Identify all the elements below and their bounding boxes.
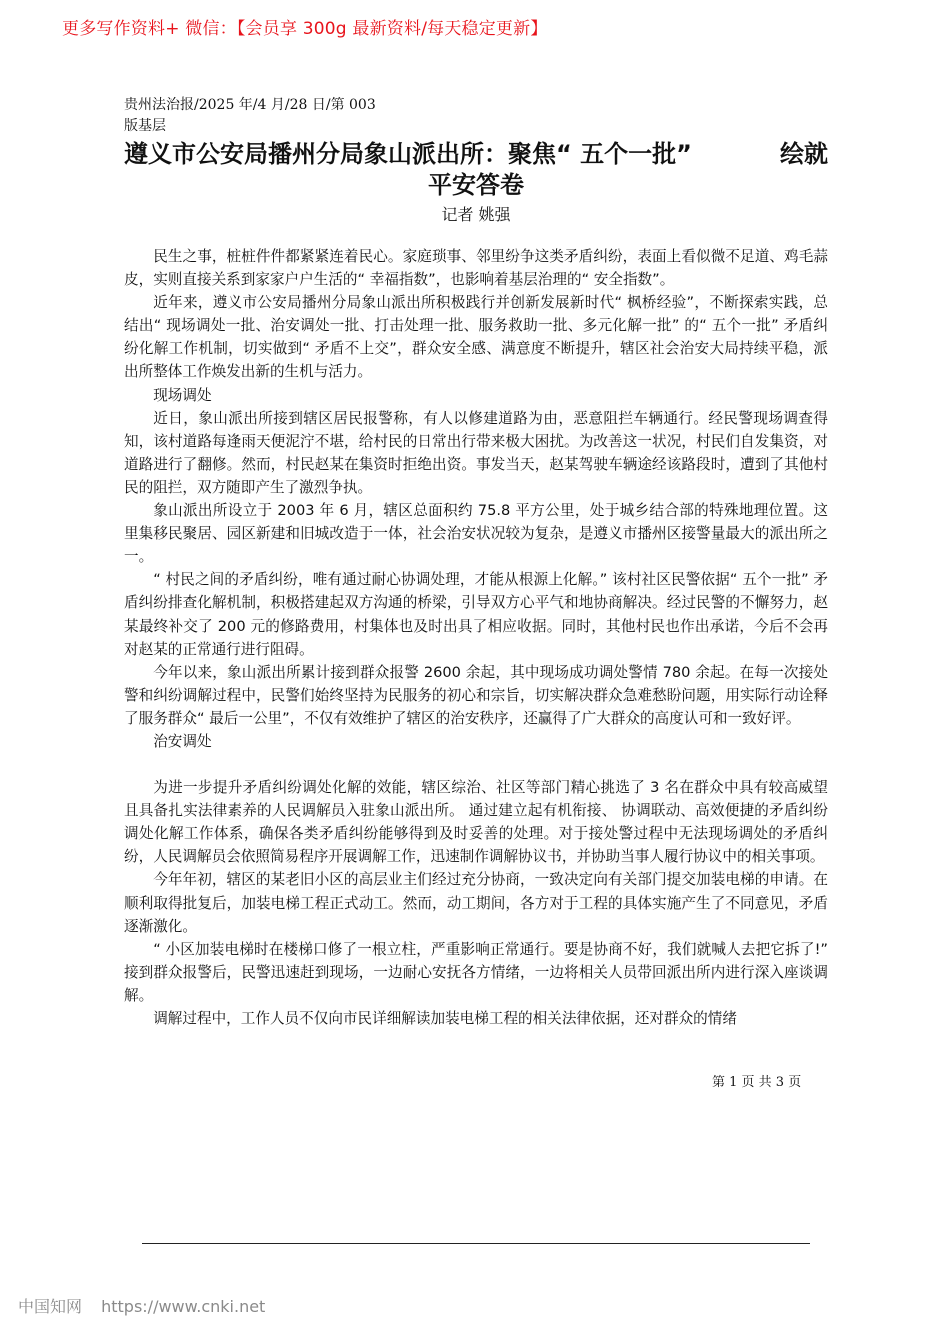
paragraph: 近日，象山派出所接到辖区居民报警称，有人以修建道路为由，恶意阻拦车辆通行。经民警现场调查得知，该村道路每逢雨天便泥泞不堪，给村民的日常出行带来极大困扰。为改善这一状况，村民们自发集资，对道路进行了翻修。然而，村民赵某在集资时拒绝出资。事发当天，赵某驾驶车辆途经该路段时，遭到了其他村民的阻拦，双方随即产生了激烈争执。	[124, 409, 828, 496]
paragraph: “ 村民之间的矛盾纠纷，唯有通过耐心协调处理，才能从根源上化解。” 该村社区民警依据“ 五个一批” 矛盾纠纷排查化解机制，积极搭建起双方沟通的桥梁，引导双方心平气和地协商解决。经过民警的不懈努力，赵某最终补交了 200 元的修路费用，村集体也及时出具了相应收据。同时，其他村民也作出承诺，今后不会再对赵某的正常通行进行阻碍。	[124, 571, 828, 658]
paragraph: 近年来，遵义市公安局播州分局象山派出所积极践行并创新发展新时代“ 枫桥经验”，不断探索实践，总结出“ 现场调处一批、治安调处一批、打击处理一批、服务救助一批、多元化解一批” 的“ 五个一批” 矛盾纠纷化解工作机制，切实做到“ 矛盾不上交”，群众安全感、满意度不断提升，辖区社会治安大局持续平稳，派出所整体工作焕发出新的生机与活力。	[124, 294, 828, 381]
article-body	[124, 245, 828, 1030]
footer-site-name: 中国知网	[18, 1297, 83, 1316]
article-title	[124, 139, 828, 201]
promo-banner: 更多写作资料+ 微信：【会员享 300g 最新资料/每天稳定更新】	[62, 19, 548, 39]
paragraph: 今年以来，象山派出所累计接到群众报警 2600 余起，其中现场成功调处警情 780 余起。在每一次接处警和纠纷调解过程中，民警们始终坚持为民服务的初心和宗旨，切实解决群众急难愁盼问题，用实际行动诠释了服务群众“ 最后一公里”，不仅有效维护了辖区的治安秩序，还赢得了广大群众的高度认可和一致好评。	[124, 663, 828, 727]
footer-watermark	[18, 1294, 279, 1317]
paragraph: 为进一步提升矛盾纠纷调处化解的效能，辖区综治、社区等部门精心挑选了 3 名在群众中具有较高威望且具备扎实法律素养的人民调解员入驻象山派出所。 通过建立起有机衔接、 协调联动、高效便捷的矛盾纠纷调处化解工作体系，确保各类矛盾纠纷能够得到及时妥善的处理。对于接处警过程中无法现场调处的矛盾纠纷，人民调解员会依照简易程序开展调解工作，迅速制作调解协议书，并协助当事人履行协议中的相关事项。	[124, 779, 828, 866]
paragraph: 今年年初，辖区的某老旧小区的高层业主们经过充分协商，一致决定向有关部门提交加装电梯的申请。在顺利取得批复后，加装电梯工程正式动工。然而，动工期间，各方对于工程的具体实施产生了不同意见，矛盾逐渐激化。	[124, 871, 828, 935]
section-heading: 现场调处	[153, 386, 212, 404]
section-heading: 治安调处	[153, 732, 212, 750]
title-line-1-right: 绘就	[780, 140, 828, 168]
source-meta	[124, 95, 376, 137]
paragraph: “ 小区加装电梯时在楼梯口修了一根立柱，严重影响正常通行。要是协商不好，我们就喊人去把它拆了!” 接到群众报警后，民警迅速赶到现场，一边耐心安抚各方情绪，一边将相关人员带回派出所内进行深入座谈调解。	[124, 940, 828, 1004]
paragraph: 调解过程中，工作人员不仅向市民详细解读加装电梯工程的相关法律依据，还对群众的情绪	[153, 1010, 737, 1027]
footer-divider	[142, 1243, 810, 1244]
paragraph: 民生之事，桩桩件件都紧紧连着民心。家庭琐事、邻里纷争这类矛盾纠纷，表面上看似微不足道、鸡毛蒜皮，实则直接关系到家家户户生活的“ 幸福指数”，也影响着基层治理的“ 安全指数”。	[124, 248, 828, 289]
paragraph: 象山派出所设立于 2003 年 6 月，辖区总面积约 75.8 平方公里，处于城乡结合部的特殊地理位置。这里集移民聚居、园区新建和旧城改造于一体，社会治安状况较为复杂，是遵义市播州区接警量最大的派出所之一。	[124, 502, 828, 566]
paragraph-gap	[124, 753, 828, 776]
page-number: 第 1 页 共 3 页	[712, 1075, 802, 1090]
source-line-1: 贵州法治报/2025 年/4 月/28 日/第 003	[124, 97, 376, 113]
source-line-2: 版基层	[124, 118, 166, 134]
title-line-1-left: 遵义市公安局播州分局象山派出所：聚焦“ 五个一批”	[124, 140, 692, 168]
footer-url[interactable]: https://www.cnki.net	[101, 1297, 266, 1316]
title-line-2: 平安答卷	[428, 171, 524, 199]
author-byline: 记者 姚强	[441, 205, 511, 224]
